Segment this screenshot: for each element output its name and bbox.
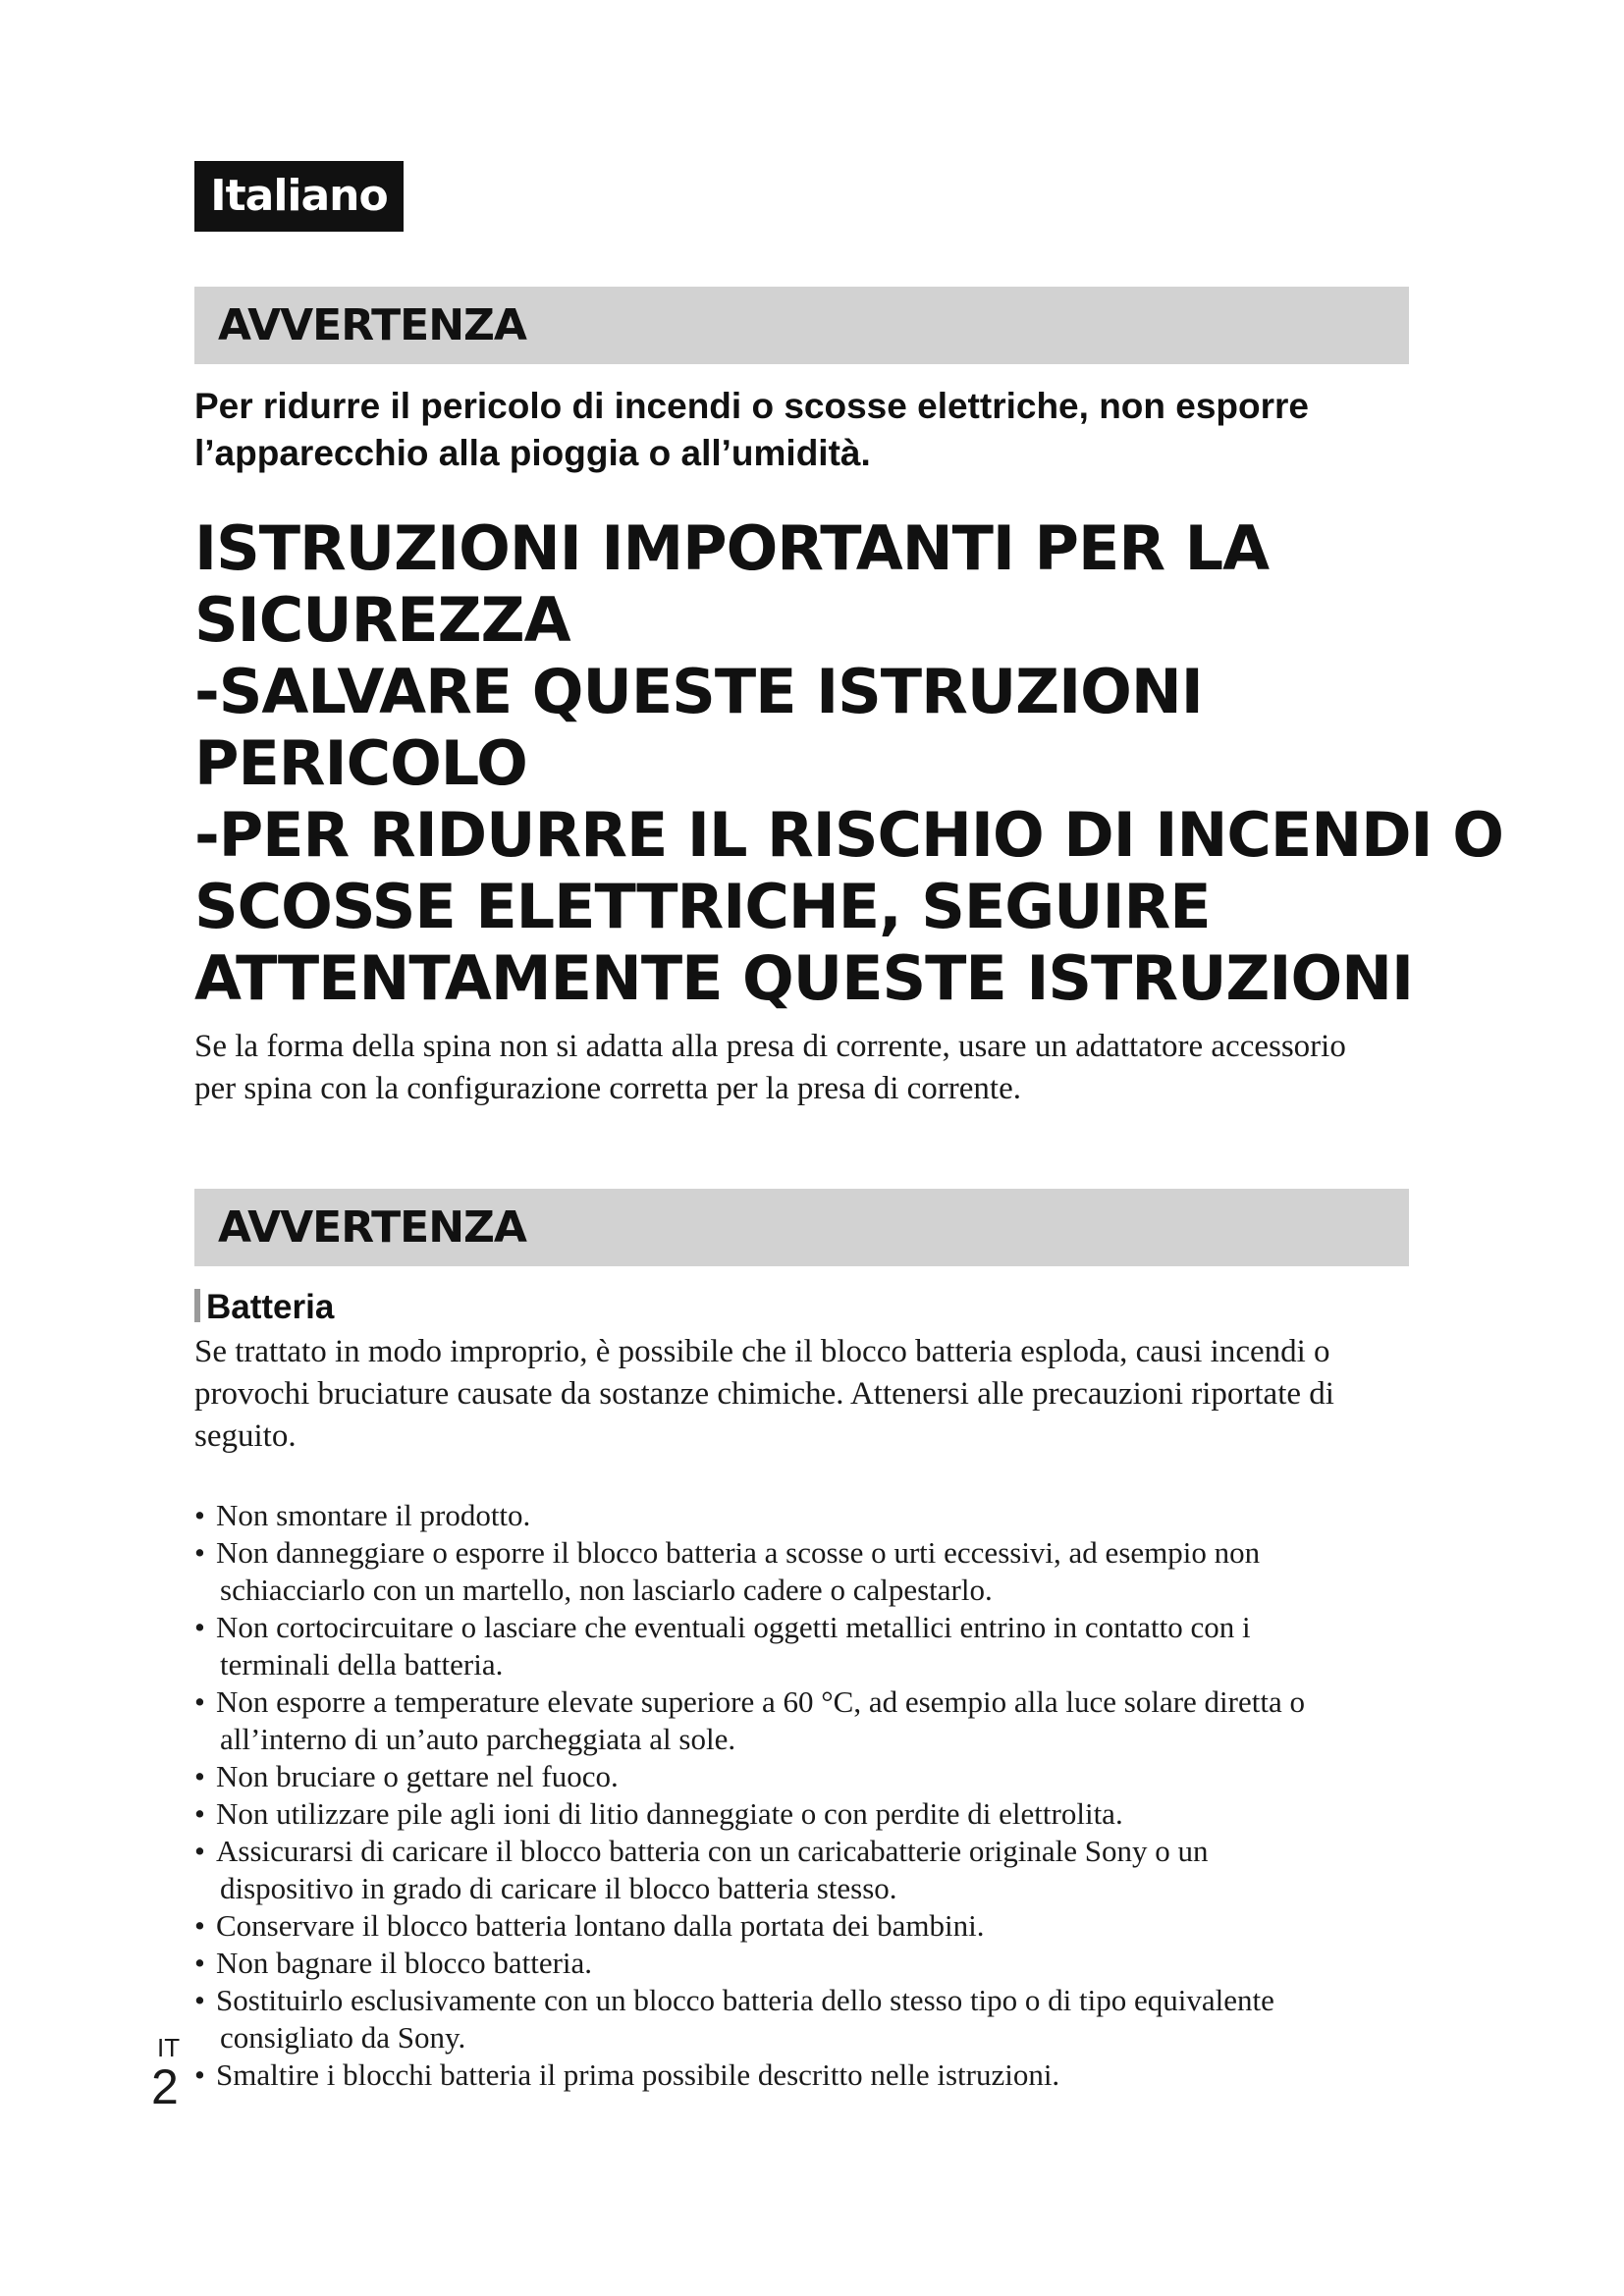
language-tab: Italiano: [194, 161, 404, 232]
section-header-warning: [194, 287, 1409, 364]
list-item-line: Non smontare il prodotto.: [216, 1498, 531, 1532]
paragraph-line: per spina con la configurazione corretta per la presa di corrente.: [194, 1071, 1021, 1106]
list-item-line: all’interno di un’auto parcheggiata al sole.: [220, 1722, 736, 1756]
list-item-line: Conservare il blocco batteria lontano dalla portata dei bambini.: [216, 1908, 985, 1943]
list-item: [194, 1907, 1432, 1945]
list-item: [194, 1497, 1432, 1534]
list-item-line: Non esporre a temperature elevate superiore a 60 °C, ad esempio alla luce solare diretta o: [216, 1684, 1305, 1719]
bullet-dot: •: [194, 1908, 205, 1943]
safety-heading-line: -SALVARE QUESTE ISTRUZIONI: [194, 656, 1203, 727]
list-item-line: Non utilizzare pile agli ioni di litio danneggiate o con perdite di elettrolita.: [216, 1796, 1123, 1831]
safety-heading-line: -PER RIDURRE IL RISCHIO DI INCENDI O: [194, 799, 1503, 871]
bullet-dot: •: [194, 1759, 205, 1793]
list-item: [194, 1609, 1432, 1683]
bullet-dot: •: [194, 1498, 205, 1532]
safety-heading-line: SICUREZZA: [194, 584, 570, 656]
battery-precautions-list: [194, 1497, 1432, 2094]
safety-heading: [194, 512, 1503, 1014]
list-item: [194, 1758, 1432, 1795]
plug-adapter-paragraph: [194, 1026, 1422, 1110]
subheading-text: Batteria: [206, 1288, 335, 1326]
section-title: AVVERTENZA: [218, 1202, 526, 1253]
list-item-line: Non danneggiare o esporre il blocco batteria a scosse o urti eccessivi, ad esempio non: [216, 1535, 1261, 1570]
section-title: AVVERTENZA: [218, 300, 526, 350]
paragraph-line: Se la forma della spina non si adatta alla presa di corrente, usare un adattatore accessorio: [194, 1029, 1346, 1064]
paragraph-line: Se trattato in modo improprio, è possibile che il blocco batteria esploda, causi incendi o: [194, 1334, 1330, 1369]
safety-heading-line: ATTENTAMENTE QUESTE ISTRUZIONI: [194, 942, 1414, 1014]
subheading-marker: [194, 1289, 200, 1322]
safety-heading-line: SCOSSE ELETTRICHE, SEGUIRE: [194, 871, 1211, 942]
list-item-line: Sostituirlo esclusivamente con un blocco batteria dello stesso tipo o di tipo equivalente: [216, 1983, 1274, 2017]
warning-line: l’apparecchio alla pioggia o all’umidità.: [194, 433, 871, 473]
page-language-code: IT: [157, 2033, 181, 2062]
bullet-dot: •: [194, 1684, 205, 1719]
bullet-dot: •: [194, 1946, 205, 1980]
list-item-line: consigliato da Sony.: [220, 2020, 466, 2055]
paragraph-line: seguito.: [194, 1418, 297, 1454]
safety-heading-line: ISTRUZIONI IMPORTANTI PER LA: [194, 512, 1270, 584]
list-item-line: schiacciarlo con un martello, non lasciarlo cadere o calpestarlo.: [220, 1573, 993, 1607]
list-item-line: Non bruciare o gettare nel fuoco.: [216, 1759, 619, 1793]
list-item-line: Assicurarsi di caricare il blocco batteria con un caricabatterie originale Sony o un: [216, 1834, 1209, 1868]
list-item-line: Non cortocircuitare o lasciare che eventuali oggetti metallici entrino in contatto con i: [216, 1610, 1251, 1644]
list-item-line: terminali della batteria.: [220, 1647, 504, 1682]
bullet-dot: •: [194, 1983, 205, 2017]
paragraph-line: provochi bruciature causate da sostanze chimiche. Attenersi alle precauzioni riportate di: [194, 1376, 1334, 1412]
list-item: [194, 2056, 1432, 2094]
warning-statement: [194, 383, 1422, 477]
section-header-warning-battery: [194, 1189, 1409, 1266]
safety-heading-line: PERICOLO: [194, 727, 527, 799]
battery-intro-paragraph: [194, 1331, 1422, 1458]
list-item-line: dispositivo in grado di caricare il blocco batteria stesso.: [220, 1871, 897, 1905]
warning-line: Per ridurre il pericolo di incendi o scosse elettriche, non esporre: [194, 386, 1310, 426]
bullet-dot: •: [194, 1610, 205, 1644]
bullet-dot: •: [194, 1535, 205, 1570]
list-item: [194, 1833, 1432, 1907]
list-item: [194, 1795, 1432, 1833]
battery-subheading: [194, 1286, 334, 1329]
bullet-dot: •: [194, 1796, 205, 1831]
list-item-line: Smaltire i blocchi batteria il prima possibile descritto nelle istruzioni.: [216, 2057, 1060, 2092]
list-item: [194, 1982, 1432, 2056]
list-item: [194, 1683, 1432, 1758]
list-item: [194, 1945, 1432, 1982]
bullet-dot: •: [194, 1834, 205, 1868]
list-item-line: Non bagnare il blocco batteria.: [216, 1946, 593, 1980]
page-number: 2: [151, 2059, 179, 2114]
bullet-dot: •: [194, 2057, 205, 2092]
list-item: [194, 1534, 1432, 1609]
